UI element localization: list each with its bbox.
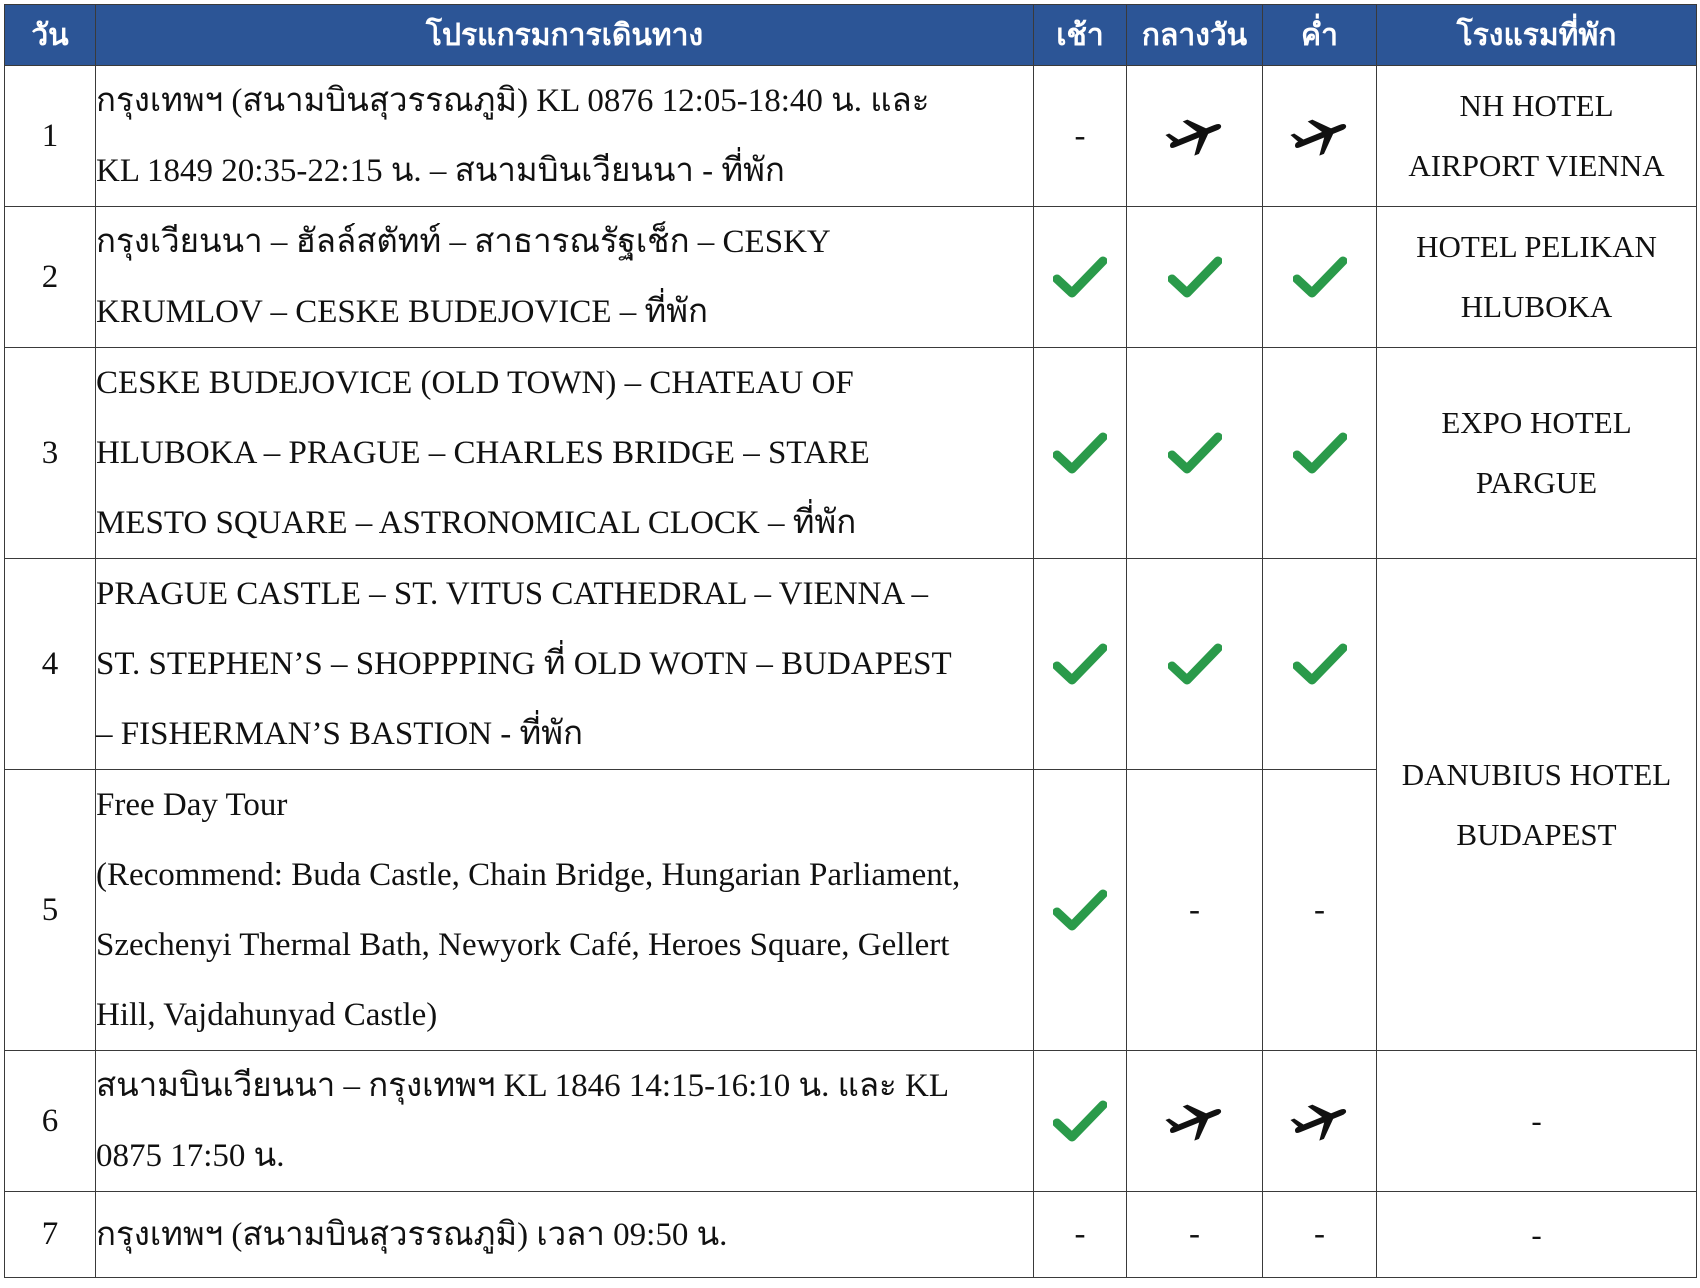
breakfast-cell — [1034, 1192, 1127, 1278]
program-line: กรุงเทพฯ (สนามบินสุวรรณภูมิ) เวลา 09:50 น. — [96, 1216, 728, 1253]
itinerary-table — [4, 4, 1697, 1278]
program-cell — [96, 559, 1034, 770]
lunch-cell — [1127, 770, 1263, 1051]
hotel-name-line: EXPO HOTEL — [1441, 405, 1632, 440]
hotel-name-line: NH HOTEL — [1459, 88, 1614, 123]
hotel-name-line: HLUBOKA — [1460, 289, 1613, 324]
table-row — [5, 1051, 1697, 1192]
hotel-name-line: AIRPORT VIENNA — [1408, 148, 1665, 183]
no-meal-dash: - — [1074, 1216, 1086, 1252]
table-row — [5, 348, 1697, 559]
table-row — [5, 559, 1697, 770]
lunch-cell — [1127, 559, 1263, 770]
airplane-icon — [1165, 116, 1225, 156]
program-line: กรุงเทพฯ (สนามบินสุวรรณภูมิ) KL 0876 12:05-18:40 น. และ — [96, 83, 930, 119]
program-line: PRAGUE CASTLE – ST. VITUS CATHEDRAL – VIENNA – — [96, 576, 929, 612]
program-cell — [96, 348, 1034, 559]
checkmark-icon — [1168, 255, 1222, 299]
hotel-cell — [1377, 1192, 1697, 1278]
breakfast-cell — [1034, 348, 1127, 559]
dinner-cell — [1263, 348, 1377, 559]
program-line: สนามบินเวียนนา – กรุงเทพฯ KL 1846 14:15-16:10 น. และ KL — [96, 1068, 950, 1104]
lunch-cell — [1127, 348, 1263, 559]
program-line: Hill, Vajdahunyad Castle) — [96, 997, 438, 1033]
program-line: ST. STEPHEN’S – SHOPPPING ที่ OLD WOTN – BUDAPEST — [96, 646, 952, 682]
header-lunch: กลางวัน — [1127, 5, 1263, 66]
airplane-icon — [1290, 116, 1350, 156]
program-cell — [96, 1051, 1034, 1192]
dinner-cell — [1263, 770, 1377, 1051]
program-line: KRUMLOV – CESKE BUDEJOVICE – ที่พัก — [96, 294, 708, 330]
day-number: 6 — [5, 1051, 96, 1192]
dinner-cell — [1263, 66, 1377, 207]
program-line: HLUBOKA – PRAGUE – CHARLES BRIDGE – STARE — [96, 435, 870, 471]
hotel-cell — [1377, 348, 1697, 559]
header-breakfast: เช้า — [1034, 5, 1127, 66]
lunch-cell — [1127, 66, 1263, 207]
no-meal-dash: - — [1074, 117, 1086, 154]
breakfast-cell — [1034, 770, 1127, 1051]
table-row — [5, 207, 1697, 348]
no-meal-dash: - — [1314, 1216, 1325, 1252]
header-program: โปรแกรมการเดินทาง — [96, 5, 1034, 66]
program-cell — [96, 1192, 1034, 1278]
program-cell — [96, 770, 1034, 1051]
program-cell — [96, 207, 1034, 348]
hotel-name-line: BUDAPEST — [1456, 816, 1617, 852]
table-row — [5, 1192, 1697, 1278]
hotel-cell — [1377, 66, 1697, 207]
program-line: CESKE BUDEJOVICE (OLD TOWN) – CHATEAU OF — [96, 365, 854, 401]
header-hotel: โรงแรมที่พัก — [1377, 5, 1697, 66]
breakfast-cell — [1034, 1051, 1127, 1192]
hotel-name-line: PARGUE — [1475, 465, 1598, 500]
lunch-cell — [1127, 1051, 1263, 1192]
breakfast-cell — [1034, 207, 1127, 348]
header-dinner: ค่ำ — [1263, 5, 1377, 66]
airplane-icon — [1290, 1101, 1350, 1141]
day-number: 2 — [5, 207, 96, 348]
checkmark-icon — [1293, 642, 1347, 686]
checkmark-icon — [1053, 431, 1107, 475]
checkmark-icon — [1293, 255, 1347, 299]
program-line: KL 1849 20:35-22:15 น. – สนามบินเวียนนา - ที่พัก — [96, 153, 785, 189]
dinner-cell — [1263, 1051, 1377, 1192]
lunch-cell — [1127, 207, 1263, 348]
hotel-cell — [1377, 1051, 1697, 1192]
program-line: Free Day Tour — [96, 787, 288, 823]
lunch-cell — [1127, 1192, 1263, 1278]
hotel-name-line: DANUBIUS HOTEL — [1401, 756, 1672, 792]
hotel-name-line: - — [1531, 1216, 1542, 1252]
checkmark-icon — [1168, 642, 1222, 686]
day-number: 5 — [5, 770, 96, 1051]
program-line: กรุงเวียนนา – ฮัลล์สตัทท์ – สาธารณรัฐเช็ก – CESKY — [96, 224, 831, 260]
checkmark-icon — [1053, 888, 1107, 932]
program-line: MESTO SQUARE – ASTRONOMICAL CLOCK – ที่พัก — [96, 505, 857, 541]
breakfast-cell — [1034, 66, 1127, 207]
checkmark-icon — [1053, 255, 1107, 299]
breakfast-cell — [1034, 559, 1127, 770]
hotel-name-line: HOTEL PELIKAN — [1416, 229, 1657, 264]
airplane-icon — [1165, 1101, 1225, 1141]
no-meal-dash: - — [1189, 891, 1200, 928]
dinner-cell — [1263, 207, 1377, 348]
checkmark-icon — [1168, 431, 1222, 475]
checkmark-icon — [1293, 431, 1347, 475]
no-meal-dash: - — [1189, 1216, 1200, 1252]
hotel-name-line: - — [1531, 1103, 1542, 1138]
dinner-cell — [1263, 1192, 1377, 1278]
dinner-cell — [1263, 559, 1377, 770]
itinerary-container — [4, 4, 1697, 1278]
checkmark-icon — [1053, 642, 1107, 686]
day-number: 1 — [5, 66, 96, 207]
table-header-row — [5, 5, 1697, 66]
no-meal-dash: - — [1314, 891, 1325, 928]
program-line: 0875 17:50 น. — [96, 1138, 285, 1174]
day-number: 7 — [5, 1192, 96, 1278]
program-cell — [96, 66, 1034, 207]
hotel-cell — [1377, 559, 1697, 1051]
day-number: 3 — [5, 348, 96, 559]
table-row — [5, 66, 1697, 207]
checkmark-icon — [1053, 1099, 1107, 1143]
program-line: Szechenyi Thermal Bath, Newyork Café, Heroes Square, Gellert — [96, 927, 950, 963]
day-number: 4 — [5, 559, 96, 770]
program-line: (Recommend: Buda Castle, Chain Bridge, Hungarian Parliament, — [96, 857, 961, 893]
hotel-cell — [1377, 207, 1697, 348]
program-line: – FISHERMAN’S BASTION - ที่พัก — [96, 716, 584, 752]
header-day: วัน — [5, 5, 96, 66]
